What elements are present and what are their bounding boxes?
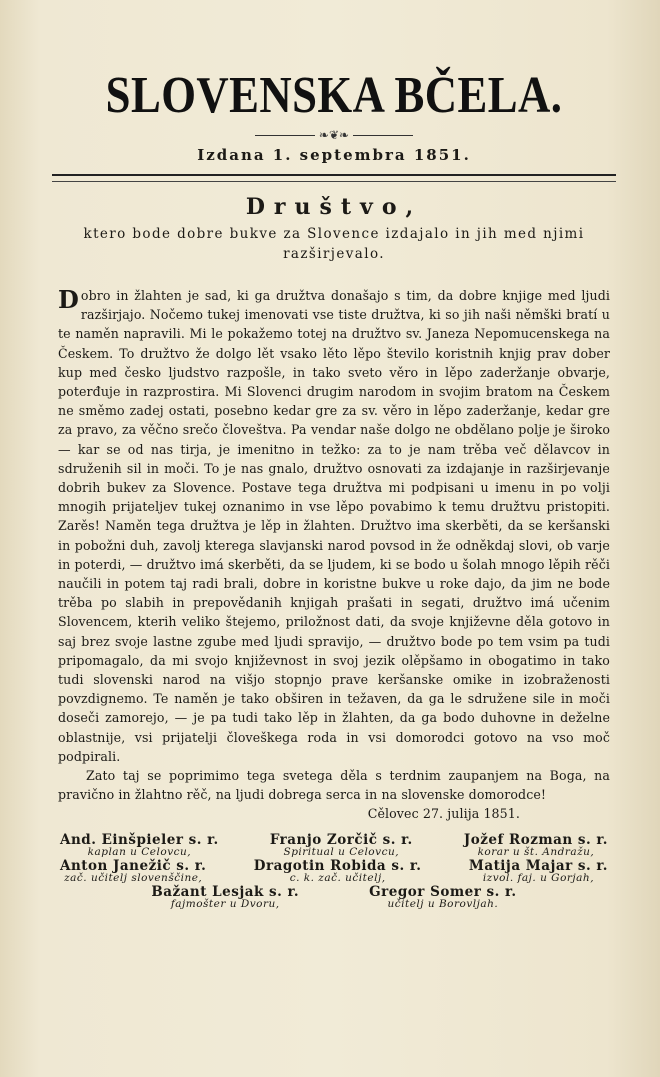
signer-role: izvol. faj. u Gorjah, xyxy=(482,871,595,884)
signer-name: Jožef Rozman s. r. xyxy=(463,831,608,848)
signature xyxy=(254,858,422,884)
paragraph-1-text: obro in žlahten je sad, ki ga družtva donašajo s tim, da dobre knjige med ljudi razširjajo. Nočemo tukej imenovati vse tiste družtva, ki so jih naši němški bratí u te naměn napravili. Mi le pokažemo totej na družtvo sv. Janeza Nepomucenskega na Českem. To družtvo že dolgo lět vsako lěto lěpo število koristnih knjig prav dober kup med česko ljudstvo razpošle, in tako sveto věro in lěpo zaderžanje obvarje, poterđuje in razprostira. Mi Slovenci drugim narodom in svojim bratom na Českem ne směmo zadej ostati, posebno kedar gre za sv. věro in lěpo zaderžanje, kedar gre za pravo, za věčno srečo človeštva. Pa vendar naše dolgo ne obdělano polje je široko — kar se od nas tirja, je imenitno in težko: za to je nam trěba več dělavcov in sdruženih sil in moči. To je nas gnalo, družtvo osnovati za izdajanje in razširjevanje dobrih bukev za Slovence. Postave tega družtva mi podpisani u imenu in po volji mnogih prijateljev tukej oznanimo in vse lěpo povabimo k temu družtvu pristopiti. Zarěs! Naměn tega družtva je lěp in žlahten. Družtvo ima skerběti, da se keršanski in pobožni duh, zavolj kterega slavjanski narod povsod in že odněkdaj slovi, ob varje in poterdi, — družtvo imá skerběti, da se ljudem, ki se bodo u šolah mnogo lěpih rěči naučili in potem taj radi brali, dobre in koristne bukve u roke dajo, da jim ne bode trěba po slabih in prepovědanih knjigah prašati in segati, družtvo imá učenim Slovencem, kterih veliko štejemo, priložnost dati, da svoje književne děla gotovo in saj brez svoje lastne zgube med ljudi spravijo, — družtvo bode po tem vsim pa tudi pripomagalo, da mi svojo književnost in svoj jezik olěpšamo in obogatimo in tako tudi slovenski narod na višjo stopnjo prave keršanske omike in izobraženosti povzdignemo. Te naměn je tako obširen in težaven, da ga le sdružene sile in moči doseči zamorejo, — je pa tudi tako lěp in žlahten, da ga bodo duhovne in deželne oblastnije, vsi prijatelji človeškega roda in vsi domorodci gotovo na vso moč podpirali. xyxy=(58,288,610,764)
signature xyxy=(151,884,299,910)
signature xyxy=(60,832,219,858)
signer-role: Spiritual u Celovcu, xyxy=(283,845,400,858)
issue-date: Izdana 1. septembra 1851. xyxy=(197,146,471,164)
masthead-ornament xyxy=(58,128,610,142)
signature-row-3 xyxy=(58,884,610,910)
masthead-title: SLOVENSKA BČELA. xyxy=(105,67,563,124)
place-date: Cělovec 27. julija 1851. xyxy=(367,806,520,822)
article-paragraph-2: Zato taj se poprimimo tega svetega děla s terdnim zaupanjem na Boga, na pravično in žlahtno rěč, na ljudi dobrega serca in na slovenske domorodce! xyxy=(58,768,610,803)
signature-row-2 xyxy=(58,858,610,884)
dropcap: D xyxy=(58,285,79,314)
signer-name: Franjo Zorčič s. r. xyxy=(269,831,413,848)
signature xyxy=(60,858,206,884)
signature xyxy=(464,832,608,858)
ornament-rule-left xyxy=(255,135,315,136)
signature xyxy=(369,884,517,910)
signature xyxy=(270,832,413,858)
article-subtitle: ktero bode dobre bukve za Slovence izdajalo in jih med njimi razširjevalo. xyxy=(83,226,585,262)
header-divider xyxy=(52,174,616,182)
signature-row-1 xyxy=(58,832,610,858)
signer-name: And. Einšpieler s. r. xyxy=(60,831,219,848)
signature xyxy=(469,858,608,884)
article-body xyxy=(58,286,610,824)
signer-role: kaplan u Celovcu, xyxy=(87,845,192,858)
ornament-rule-right xyxy=(353,135,413,136)
signer-name: Dragotin Robida s. r. xyxy=(253,857,422,874)
article-paragraph-1 xyxy=(58,286,610,766)
signer-role: fajmošter u Dvoru, xyxy=(170,897,280,910)
ornament-glyph: ❧❦❧ xyxy=(318,128,350,142)
signer-role: korar u št. Andražu, xyxy=(477,845,595,858)
signatures xyxy=(58,832,610,910)
article-title: Društvo, xyxy=(245,194,423,220)
signer-name: Anton Janežič s. r. xyxy=(60,857,207,874)
signer-role: zač. učitelj slovenščine, xyxy=(64,871,203,884)
signer-role: učitelj u Borovljah. xyxy=(387,897,499,910)
signer-name: Matija Majar s. r. xyxy=(468,857,608,874)
signer-name: Bažant Lesjak s. r. xyxy=(151,883,300,900)
signer-role: c. k. zač. učitelj, xyxy=(289,871,386,884)
signer-name: Gregor Somer s. r. xyxy=(369,883,517,900)
